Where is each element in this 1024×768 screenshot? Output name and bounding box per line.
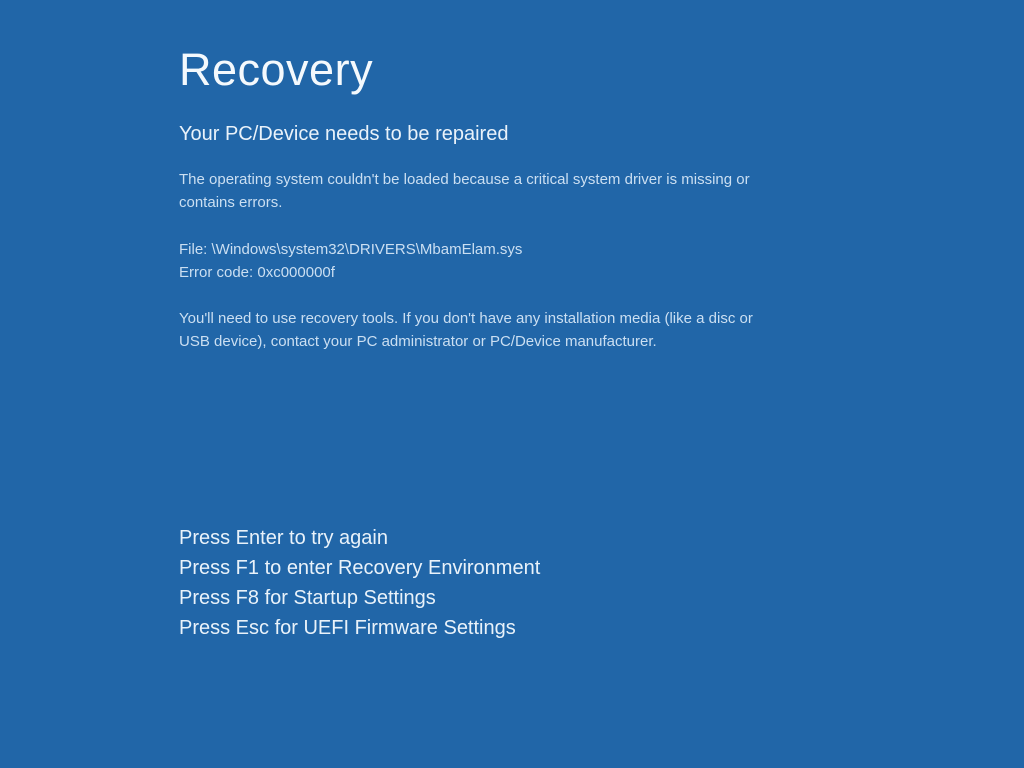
keypress-option-f1: Press F1 to enter Recovery Environment [179,556,541,579]
error-details [179,238,779,284]
error-description: The operating system couldn't be loaded because a critical system driver is missing or contains errors. [179,170,750,211]
repair-subtitle: Your PC/Device needs to be repaired [179,122,509,145]
keypress-option-f8: Press F8 for Startup Settings [179,586,436,609]
keypress-option-esc: Press Esc for UEFI Firmware Settings [179,616,516,639]
recovery-tools-info: You'll need to use recovery tools. If you don't have any installation media (like a disc or USB device), contact your PC administrator or PC/Device manufacturer. [179,309,753,350]
keypress-options [179,523,779,643]
recovery-screen [179,0,779,643]
keypress-option-enter: Press Enter to try again [179,526,388,549]
page-title: Recovery [179,44,374,95]
file-path: File: \Windows\system32\DRIVERS\MbamElam.sys [179,240,523,258]
error-code: Error code: 0xc000000f [179,263,335,281]
